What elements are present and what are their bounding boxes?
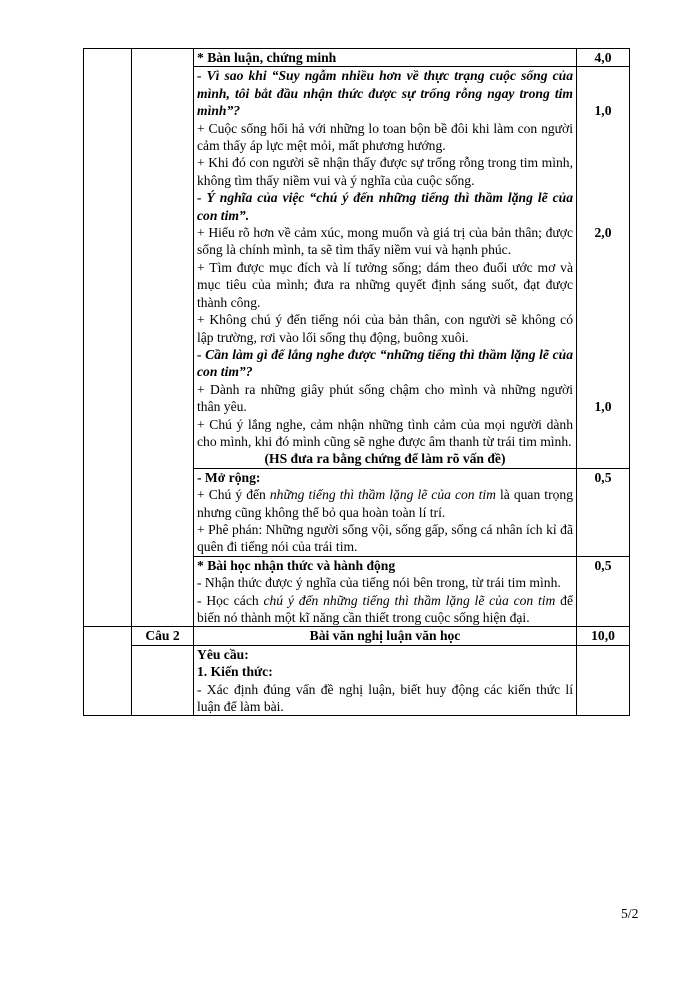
expand-point: + Phê phán: Những người sống vội, sống gấp, sống cá nhân ích kỉ đã quên đi tiếng nói của trái tim.: [197, 521, 573, 555]
q3-point: + Dành ra những giây phút sống chậm cho mình và những người thân yêu.: [197, 381, 573, 415]
cell-question-col-empty: [84, 49, 132, 627]
cau2-score: 10,0: [577, 627, 630, 645]
table-row-discussion-heading: [84, 49, 630, 67]
cell-score-empty: [577, 645, 630, 716]
table-row-cau2-requirements: [84, 645, 630, 716]
expand-p1-suffix: là quan trọng nhưng cũng không thể bỏ qua hoàn toàn lí trí.: [197, 487, 573, 520]
lesson-p2-italic: chú ý đến những tiếng thì thầm lặng lẽ của con tim: [263, 592, 556, 608]
lesson-p2-prefix: - Học cách: [197, 592, 264, 608]
q2-score: 2,0: [594, 224, 612, 240]
q3-question: - Cần làm gì để lắng nghe được “những tiếng thì thầm lặng lẽ của con tim”?: [197, 346, 573, 380]
q2-point: + Hiểu rõ hơn về cảm xúc, mong muốn và giá trị của bản thân; được sống là chính mình, ta sẽ tìm thấy niềm vui và hạnh phúc.: [197, 225, 573, 258]
cell-part-col-empty: [132, 645, 194, 716]
lesson-body: [194, 556, 577, 627]
expand-body: [194, 468, 577, 556]
knowledge-point: - Xác định đúng vấn đề nghị luận, biết huy động các kiến thức lí luận để làm bài.: [197, 681, 573, 715]
q1-point: + Cuộc sống hối hả với những lo toan bộn bề đôi khi làm con người cảm thấy áp lực mệt mỏi, mất phương hướng.: [197, 120, 573, 154]
page-number: 5/2: [621, 906, 639, 921]
knowledge-heading: 1. Kiến thức:: [197, 664, 273, 680]
q1-question: - Vì sao khi “Suy ngẫm nhiều hơn về thực trạng cuộc sống của mình, tôi bắt đầu nhận thức được sự trống rỗng ngay trong tim mình”?: [197, 68, 573, 119]
discussion-body: [194, 67, 577, 468]
q2-point: + Tìm được mục đích và lí tưởng sống; dám theo đuổi ước mơ và mục tiêu của mình; đưa ra những quyết định sáng suốt, đạt được thành công.: [197, 259, 573, 310]
cau2-requirements: [194, 645, 577, 716]
cell-part-col-empty: [132, 49, 194, 627]
q2-question: - Ý nghĩa của việc “chú ý đến những tiếng thì thầm lặng lẽ của con tim”.: [197, 190, 573, 223]
cau2-title: Bài văn nghị luận văn học: [194, 627, 577, 645]
q3-note: (HS đưa ra bằng chứng để làm rõ vấn đề): [264, 451, 506, 467]
grading-table: [83, 48, 630, 716]
lesson-point: [197, 592, 573, 627]
discussion-score: 4,0: [577, 49, 630, 67]
lesson-point: - Nhận thức được ý nghĩa của tiếng nói bên trong, từ trái tim mình.: [197, 575, 561, 591]
req-heading: Yêu cầu:: [197, 646, 249, 662]
lesson-p2-suffix: để biến nó thành một kĩ năng cần thiết trong cuộc sống hiện đại.: [197, 592, 573, 625]
discussion-heading: * Bàn luận, chứng minh: [194, 49, 577, 67]
q1-point: + Khi đó con người sẽ nhận thấy được sự trống rỗng trong tim mình, không tìm thấy niềm vui và ý nghĩa của cuộc sống.: [197, 155, 573, 188]
discussion-scores-col: [577, 67, 630, 468]
expand-score: 0,5: [577, 468, 630, 556]
lesson-score: 0,5: [577, 556, 630, 627]
expand-p1-prefix: + Chú ý đến: [197, 487, 270, 503]
expand-p1-italic: những tiếng thì thầm lặng lẽ của con tim: [269, 487, 496, 503]
expand-point: [197, 486, 573, 521]
q3-score: 1,0: [594, 398, 612, 414]
q1-score: 1,0: [594, 103, 612, 119]
expand-heading: - Mở rộng:: [197, 469, 261, 485]
q2-point: + Không chú ý đến tiếng nói của bản thân, con người sẽ không có lập trường, rơi vào lối sống thụ động, buông xuôi.: [197, 312, 573, 345]
lesson-heading: * Bài học nhận thức và hành động: [197, 557, 396, 573]
cau2-label: Câu 2: [132, 627, 194, 645]
cell-question-col-empty: [84, 627, 132, 716]
q3-point: + Chú ý lắng nghe, cảm nhận những tình cảm của mọi người dành cho mình, khi đó mình cũng sẽ nghe được âm thanh từ trái tim mình.: [197, 416, 573, 449]
table-row-cau2-heading: [84, 627, 630, 645]
